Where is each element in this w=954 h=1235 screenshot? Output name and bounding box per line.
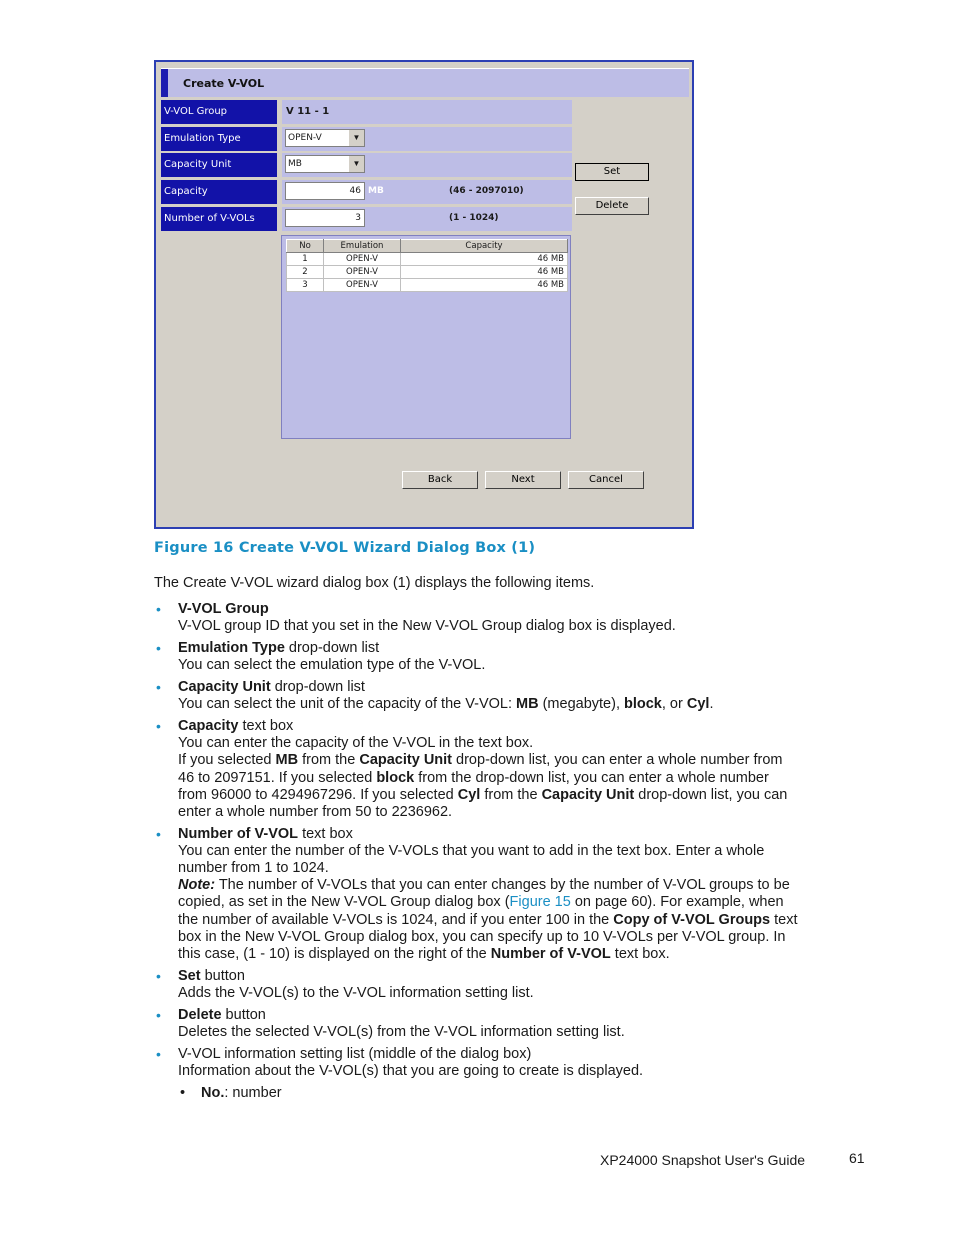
figure-caption: Figure 16 Create V-VOL Wizard Dialog Box (1) <box>154 540 536 556</box>
capacity-unit-dropdown[interactable] <box>285 155 365 173</box>
back-button[interactable]: Back <box>402 471 478 489</box>
item-desc: from 96000 to 4294967296. If you selected Cyl from the Capacity Unit drop-down list, you can <box>178 787 788 803</box>
bullet-icon: • <box>156 1046 161 1062</box>
figure-15-link[interactable]: Figure 15 <box>509 894 571 910</box>
capacity-unit-label: Capacity Unit <box>161 153 277 177</box>
note-line: copied, as set in the New V-VOL Group dialog box (Figure 15 on page 60). For example, when <box>178 894 784 910</box>
cell-emulation: OPEN-V <box>324 279 401 292</box>
cell-emulation: OPEN-V <box>324 253 401 266</box>
number-of-vvols-range: (1 - 1024) <box>449 213 499 223</box>
page-number: 61 <box>849 1150 865 1166</box>
vvol-group-label: V-VOL Group <box>161 100 277 124</box>
bullet-icon: • <box>156 718 161 734</box>
cell-capacity: 46 MB <box>401 266 568 279</box>
item-desc: Information about the V-VOL(s) that you are going to create is displayed. <box>178 1063 644 1079</box>
sub-item: No.: number <box>201 1085 282 1101</box>
number-of-vvols-input[interactable]: 3 <box>285 209 365 227</box>
cell-no: 3 <box>287 279 324 292</box>
cell-emulation: OPEN-V <box>324 266 401 279</box>
note-line: the number of available V-VOLs is 1024, and if you enter 100 in the Copy of V-VOL Groups text <box>178 912 798 928</box>
vvol-group-value: V 11 - 1 <box>286 106 330 117</box>
col-header-emulation[interactable]: Emulation <box>324 240 401 253</box>
bullet-icon: • <box>156 968 161 984</box>
emulation-type-selected: OPEN-V <box>288 133 322 143</box>
bullet-icon: • <box>156 640 161 656</box>
capacity-label: Capacity <box>161 180 277 204</box>
cancel-button[interactable]: Cancel <box>568 471 644 489</box>
bullet-icon: • <box>156 679 161 695</box>
dialog-title-bar <box>161 68 689 97</box>
item-desc: number from 1 to 1024. <box>178 860 329 876</box>
number-of-vvols-cell <box>282 207 572 231</box>
capacity-unit-cell <box>282 153 572 177</box>
cell-capacity: 46 MB <box>401 279 568 292</box>
table-row[interactable] <box>287 279 568 292</box>
cell-capacity: 46 MB <box>401 253 568 266</box>
delete-button[interactable]: Delete <box>575 197 649 215</box>
number-of-vvols-label: Number of V-VOLs <box>161 207 277 231</box>
table-row[interactable] <box>287 253 568 266</box>
item-desc: enter a whole number from 50 to 2236962. <box>178 804 453 820</box>
item-desc: Deletes the selected V-VOL(s) from the V-VOL information setting list. <box>178 1024 625 1040</box>
emulation-type-cell <box>282 127 572 151</box>
intro-paragraph: The Create V-VOL wizard dialog box (1) displays the following items. <box>154 575 595 591</box>
item-desc: Adds the V-VOL(s) to the V-VOL information setting list. <box>178 985 534 1001</box>
capacity-cell <box>282 180 572 204</box>
capacity-unit-selected: MB <box>288 159 302 169</box>
item-title: Set button <box>178 968 245 984</box>
vvol-info-table[interactable] <box>286 239 568 292</box>
next-button[interactable]: Next <box>485 471 561 489</box>
bullet-icon: • <box>156 1007 161 1023</box>
create-vvol-dialog <box>154 60 694 529</box>
dialog-title: Create V-VOL <box>183 77 265 90</box>
emulation-type-dropdown[interactable] <box>285 129 365 147</box>
capacity-input[interactable]: 46 <box>285 182 365 200</box>
item-title: Capacity text box <box>178 718 294 734</box>
footer-guide-title: XP24000 Snapshot User's Guide <box>600 1152 806 1168</box>
item-desc: V-VOL group ID that you set in the New V-VOL Group dialog box is displayed. <box>178 618 676 634</box>
item-desc: If you selected MB from the Capacity Unit drop-down list, you can enter a whole number from <box>178 752 783 768</box>
cell-no: 1 <box>287 253 324 266</box>
capacity-unit-text: MB <box>368 186 384 196</box>
cell-no: 2 <box>287 266 324 279</box>
set-button[interactable]: Set <box>575 163 649 181</box>
emulation-type-label: Emulation Type <box>161 127 277 151</box>
note-line: this case, (1 - 10) is displayed on the right of the Number of V-VOL text box. <box>178 946 670 962</box>
bullet-icon: • <box>156 826 161 842</box>
title-marker <box>161 69 168 97</box>
capacity-range: (46 - 2097010) <box>449 186 524 196</box>
vvol-info-list <box>281 235 571 439</box>
item-desc: You can enter the capacity of the V-VOL in the text box. <box>178 735 534 751</box>
col-header-no[interactable]: No <box>287 240 324 253</box>
item-desc: 46 to 2097151. If you selected block from the drop-down list, you can enter a whole number <box>178 770 769 786</box>
item-title: Capacity Unit drop-down list <box>178 679 365 695</box>
item-desc: You can select the emulation type of the V-VOL. <box>178 657 486 673</box>
note-line: Note: The number of V-VOLs that you can enter changes by the number of V-VOL groups to be <box>178 877 790 893</box>
col-header-capacity[interactable]: Capacity <box>401 240 568 253</box>
item-title: Emulation Type drop-down list <box>178 640 380 656</box>
item-title: Delete button <box>178 1007 266 1023</box>
note-line: box in the New V-VOL Group dialog box, you can specify up to 10 V-VOLs per V-VOL group. In <box>178 929 786 945</box>
table-row[interactable] <box>287 266 568 279</box>
vvol-group-value-cell <box>282 100 572 124</box>
sub-bullet-icon: • <box>180 1085 186 1101</box>
item-desc: You can enter the number of the V-VOLs that you want to add in the text box. Enter a whole <box>178 843 765 859</box>
chevron-down-icon[interactable]: ▼ <box>348 130 364 146</box>
item-title: Number of V-VOL text box <box>178 826 353 842</box>
chevron-down-icon[interactable]: ▼ <box>348 156 364 172</box>
item-title: V-VOL information setting list (middle of the dialog box) <box>178 1046 532 1062</box>
item-desc: You can select the unit of the capacity of the V-VOL: MB (megabyte), block, or Cyl. <box>178 696 714 712</box>
item-title: V-VOL Group <box>178 601 269 617</box>
bullet-icon: • <box>156 601 161 617</box>
